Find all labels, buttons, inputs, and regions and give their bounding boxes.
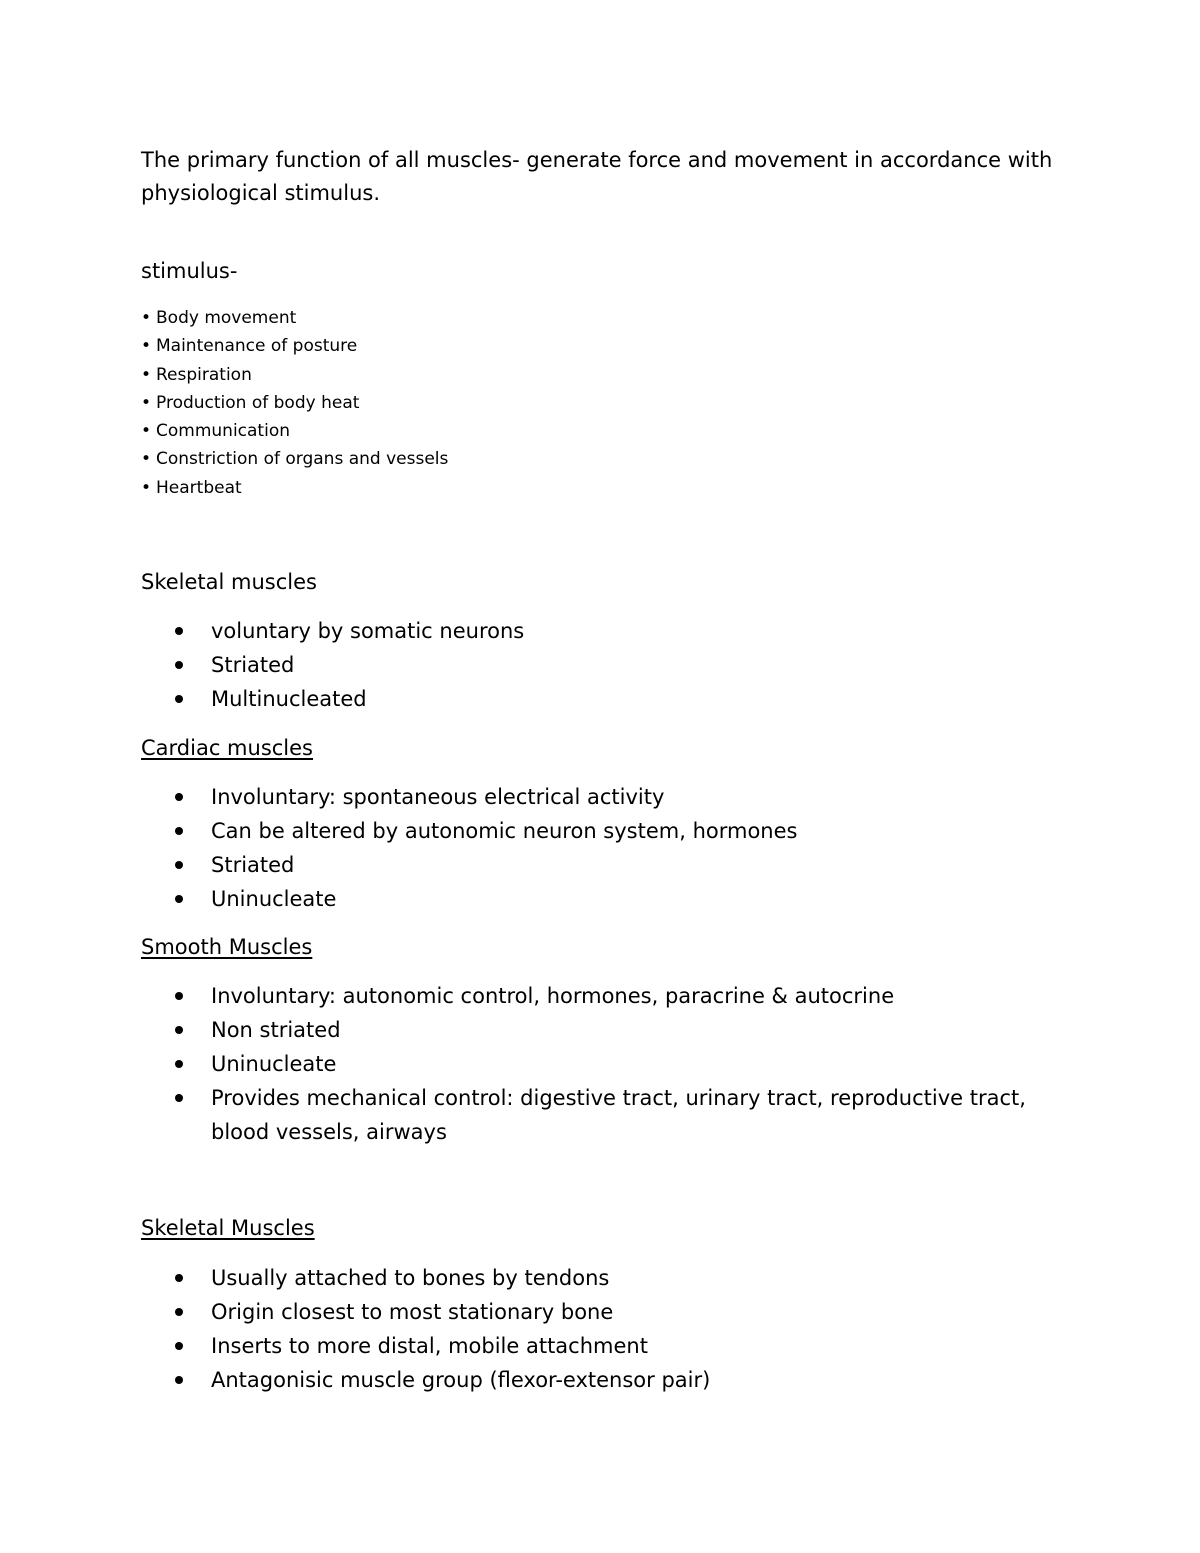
- skeletal-muscles-detail-list: [141, 1261, 1041, 1397]
- list-item-text: Body movement: [156, 308, 297, 328]
- list-item-text: Maintenance of posture: [156, 336, 358, 357]
- skeletal-muscles-heading: Skeletal muscles: [141, 570, 317, 594]
- list-item-text: voluntary by somatic neurons: [211, 619, 525, 643]
- list-item-text: Usually attached to bones by tendons: [211, 1266, 610, 1290]
- list-item-text: Origin closest to most stationary bone: [211, 1300, 614, 1324]
- list-item: [141, 979, 1041, 1013]
- list-item-text: Involuntary: spontaneous electrical activity: [211, 785, 665, 809]
- list-item: [141, 417, 448, 445]
- list-item: [141, 332, 448, 360]
- bullet-icon: •: [141, 421, 152, 442]
- list-item: [141, 1295, 1041, 1329]
- bullet-icon: [175, 793, 183, 801]
- bullet-icon: •: [141, 308, 152, 328]
- bullet-icon: [175, 992, 183, 1000]
- list-item: [141, 474, 448, 502]
- list-item-text: Striated: [211, 853, 295, 877]
- list-item-text: Respiration: [156, 364, 252, 385]
- intro-paragraph: The primary function of all muscles- generate force and movement in accordance with physiological stimulus.: [141, 148, 1053, 205]
- stimulus-heading: stimulus-: [141, 259, 238, 283]
- cardiac-muscles-heading: Cardiac muscles: [141, 736, 313, 760]
- list-item-text: Striated: [211, 653, 295, 677]
- bullet-icon: [175, 661, 183, 669]
- bullet-icon: [175, 1308, 183, 1316]
- smooth-muscles-list: [141, 979, 1041, 1149]
- list-item-text: Communication: [156, 421, 290, 442]
- skeletal-muscles-detail-heading: Skeletal Muscles: [141, 1216, 315, 1240]
- list-item: [141, 304, 448, 332]
- list-item-text: Provides mechanical control: digestive tract, urinary tract, reproductive tract, blood vessels, airways: [211, 1086, 1026, 1144]
- list-item-text: Heartbeat: [156, 477, 242, 498]
- bullet-icon: •: [141, 392, 152, 413]
- list-item: [141, 848, 1041, 882]
- bullet-icon: [175, 861, 183, 869]
- list-item: [141, 1329, 1041, 1363]
- bullet-icon: [175, 895, 183, 903]
- skeletal-muscles-list: [141, 614, 1041, 716]
- list-item: [141, 614, 1041, 648]
- list-item-text: Inserts to more distal, mobile attachment: [211, 1334, 648, 1358]
- list-item: [141, 648, 1041, 682]
- list-item: [141, 361, 448, 389]
- list-item: [141, 1013, 1041, 1047]
- stimulus-list: [141, 304, 448, 502]
- bullet-icon: •: [141, 364, 152, 385]
- bullet-icon: [175, 1060, 183, 1068]
- list-item-text: Non striated: [211, 1018, 341, 1042]
- list-item: [141, 682, 1041, 716]
- bullet-icon: •: [141, 477, 152, 498]
- bullet-icon: [175, 1274, 183, 1282]
- smooth-muscles-heading: Smooth Muscles: [141, 935, 313, 959]
- bullet-icon: [175, 1094, 183, 1102]
- bullet-icon: [175, 1026, 183, 1034]
- list-item-text: Involuntary: autonomic control, hormones, paracrine & autocrine: [211, 984, 895, 1008]
- list-item-text: Antagonisic muscle group (flexor-extensor pair): [211, 1368, 711, 1392]
- list-item-text: Multinucleated: [211, 687, 367, 711]
- cardiac-muscles-list: [141, 780, 1041, 916]
- list-item: [141, 1363, 1041, 1397]
- list-item-text: Constriction of organs and vessels: [156, 449, 449, 470]
- bullet-icon: [175, 1342, 183, 1350]
- bullet-icon: [175, 1376, 183, 1384]
- bullet-icon: •: [141, 449, 152, 470]
- list-item: [141, 1081, 1041, 1149]
- list-item: [141, 445, 448, 473]
- bullet-icon: [175, 695, 183, 703]
- bullet-icon: [175, 627, 183, 635]
- list-item: [141, 882, 1041, 916]
- list-item-text: Can be altered by autonomic neuron system, hormones: [211, 819, 798, 843]
- list-item: [141, 814, 1041, 848]
- bullet-icon: [175, 827, 183, 835]
- list-item-text: Uninucleate: [211, 887, 337, 911]
- list-item: [141, 389, 448, 417]
- list-item-text: Uninucleate: [211, 1052, 337, 1076]
- list-item: [141, 1261, 1041, 1295]
- list-item: [141, 1047, 1041, 1081]
- list-item: [141, 780, 1041, 814]
- bullet-icon: •: [141, 336, 152, 357]
- list-item-text: Production of body heat: [156, 392, 360, 413]
